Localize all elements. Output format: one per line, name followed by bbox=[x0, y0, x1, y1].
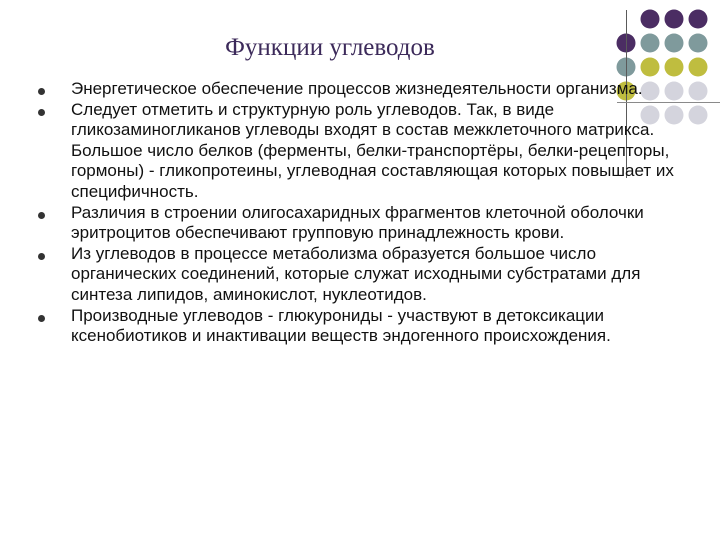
bullet-icon bbox=[38, 212, 45, 219]
decorative-dot bbox=[665, 10, 684, 29]
bullet-icon bbox=[38, 315, 45, 322]
decorative-dot bbox=[665, 34, 684, 53]
bullet-icon bbox=[38, 88, 45, 95]
list-item-text: Производные углеводов - глюкурониды - участвуют в детоксикации ксенобиотиков и инактивации веществ эндогенного происхождения. bbox=[71, 305, 611, 346]
list-item-text: Энергетическое обеспечение процессов жизнедеятельности организма. bbox=[71, 79, 643, 98]
list-item bbox=[38, 100, 678, 203]
decorative-dot bbox=[641, 34, 660, 53]
decorative-dot bbox=[641, 10, 660, 29]
bullet-icon bbox=[38, 109, 45, 116]
list-item bbox=[38, 203, 678, 244]
decorative-dot bbox=[689, 34, 708, 53]
bullet-icon bbox=[38, 253, 45, 260]
decorative-dot bbox=[641, 58, 660, 77]
bullet-list bbox=[38, 79, 678, 347]
decorative-dot bbox=[689, 10, 708, 29]
slide-title: Функции углеводов bbox=[225, 34, 435, 61]
list-item bbox=[38, 79, 678, 100]
decorative-dot bbox=[689, 82, 708, 101]
decorative-dot bbox=[665, 58, 684, 77]
decorative-dot bbox=[689, 106, 708, 125]
decorative-dot bbox=[689, 58, 708, 77]
list-item bbox=[38, 244, 678, 306]
list-item-text: Различия в строении олигосахаридных фрагментов клеточной оболочки эритроцитов обеспечивают групповую принадлежность крови. bbox=[71, 202, 644, 243]
list-item-text: Следует отметить и структурную роль углеводов. Так, в виде гликозаминогликанов углеводы входят в состав межклеточного матрикса. Большое число белков (ферменты, белки-транспортёры, белки-рецепторы, гормоны) - гликопротеины, углеводная составляющая которых повышает их специфичность. bbox=[71, 99, 674, 201]
list-item-text: Из углеводов в процессе метаболизма образуется большое число органических соединений, которые служат исходными субстратами для синтеза липидов, аминокислот, нуклеотидов. bbox=[71, 243, 641, 304]
list-item bbox=[38, 306, 678, 347]
